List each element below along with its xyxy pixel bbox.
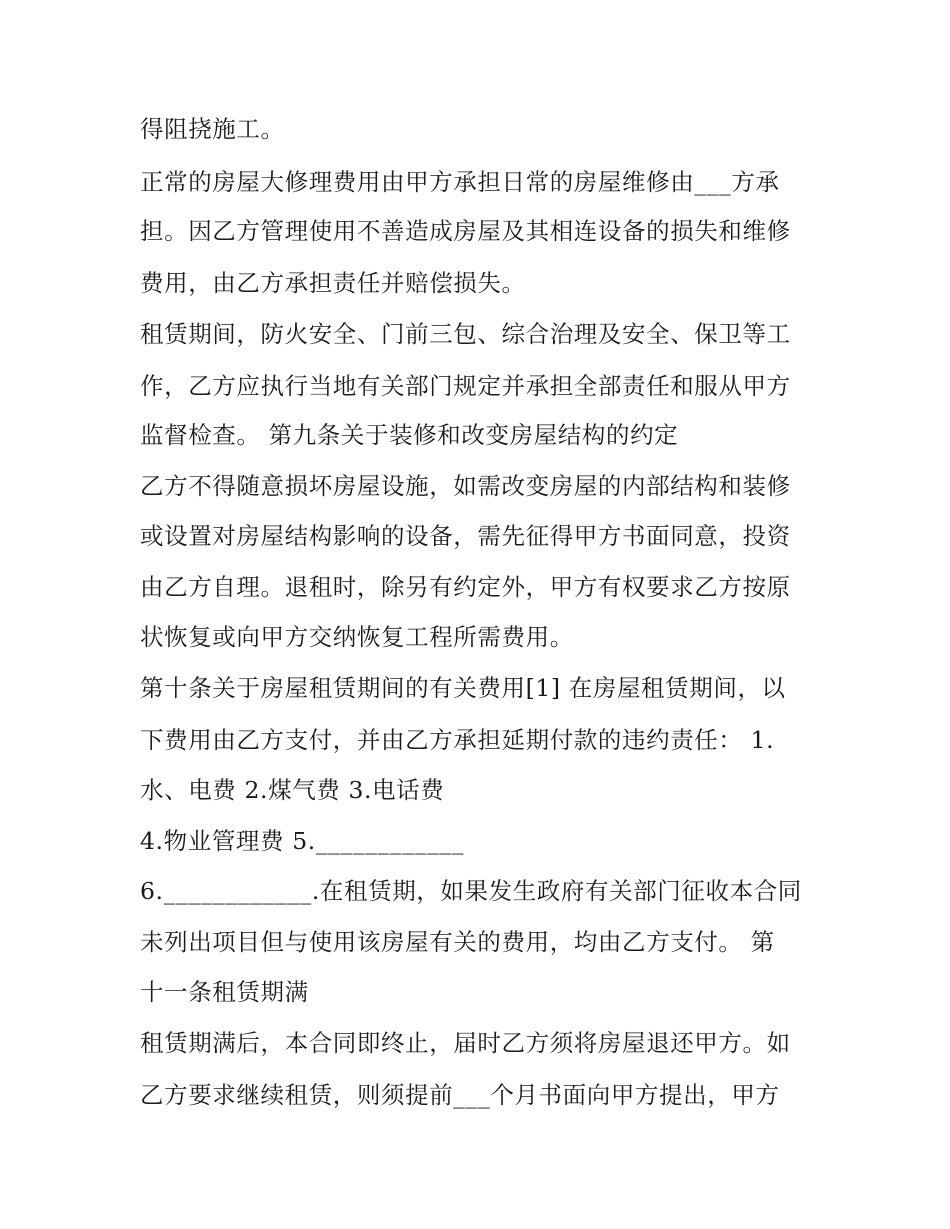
text-line: 费用，由乙方承担责任并赔偿损失。 (140, 269, 526, 297)
text-line: 4.物业管理费 5.____________ (140, 827, 465, 855)
text-line: 或设置对房屋结构影响的设备，需先征得甲方书面同意，投资 (140, 522, 791, 550)
text-line: 得阻挠施工。 (140, 115, 285, 143)
text-line: 由乙方自理。退租时，除另有约定外，甲方有权要求乙方按原 (140, 573, 791, 601)
text-line: 乙方不得随意损坏房屋设施，如需改变房屋的内部结构和装修 (140, 472, 791, 500)
text-line: 状恢复或向甲方交纳恢复工程所需费用。 (140, 623, 574, 651)
text-line: 6.____________.在租赁期，如果发生政府有关部门征收本合同 (140, 877, 802, 905)
text-line: 租赁期间，防火安全、门前三包、综合治理及安全、保卫等工 (140, 320, 791, 348)
text-line: 下费用由乙方支付，并由乙方承担延期付款的违约责任： 1. (140, 726, 775, 754)
text-line: 乙方要求继续租赁，则须提前___个月书面向甲方提出，甲方 (140, 1081, 780, 1109)
text-line: 租赁期满后，本合同即终止，届时乙方须将房屋退还甲方。如 (140, 1029, 791, 1057)
text-line: 作，乙方应执行当地有关部门规定并承担全部责任和服从甲方 (140, 372, 791, 400)
text-line: 十一条租赁期满 (140, 978, 309, 1006)
text-line: 担。因乙方管理使用不善造成房屋及其相连设备的损失和维修 (140, 217, 791, 245)
text-line: 水、电费 2.煤气费 3.电话费 (140, 776, 445, 804)
text-line: 未列出项目但与使用该房屋有关的费用，均由乙方支付。 第 (140, 928, 775, 956)
text-line: 第十条关于房屋租赁期间的有关费用[1] 在房屋租赁期间，以 (140, 674, 786, 702)
text-line: 正常的房屋大修理费用由甲方承担日常的房屋维修由___方承 (140, 168, 780, 196)
text-line: 监督检查。 第九条关于装修和改变房屋结构的约定 (140, 421, 679, 449)
